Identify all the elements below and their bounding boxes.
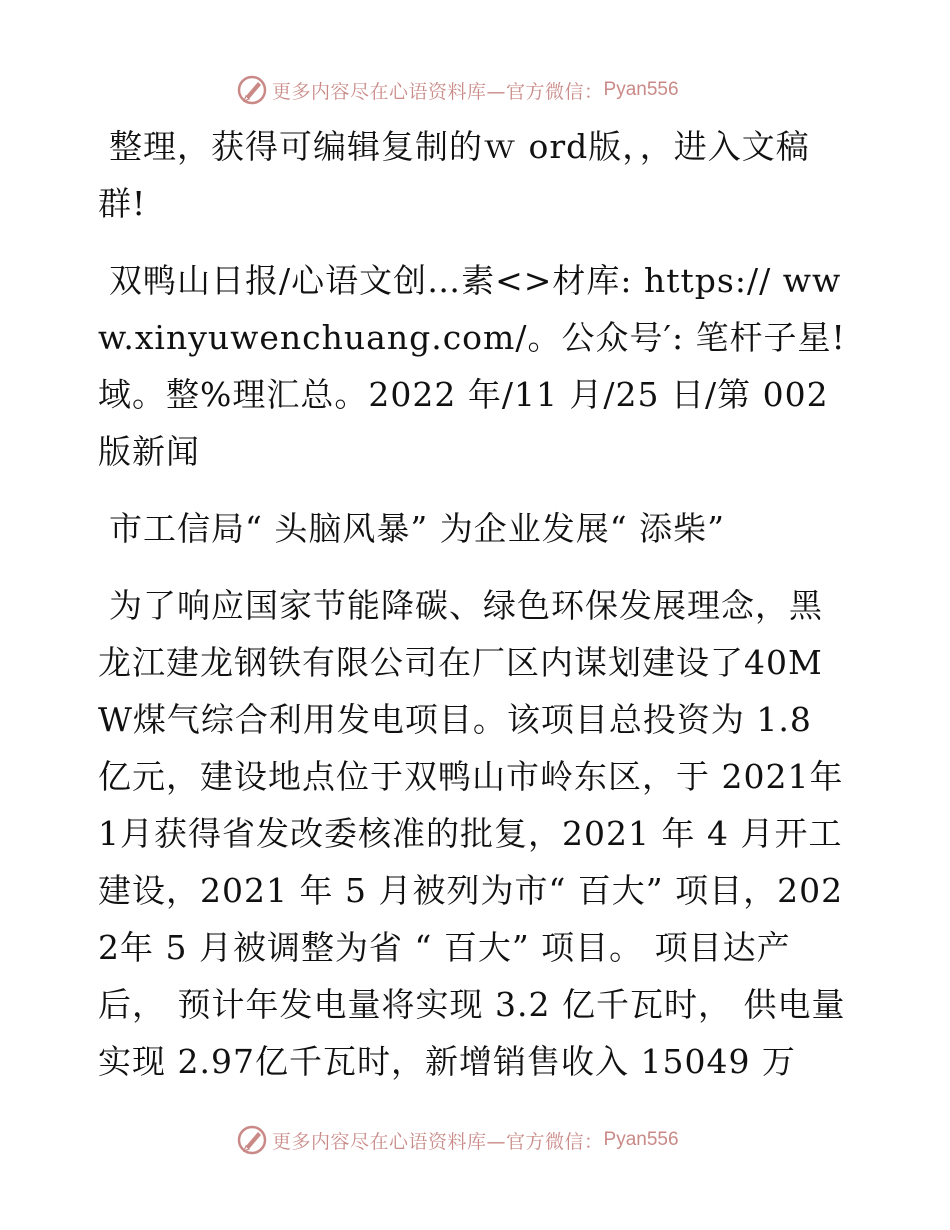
pen-logo-icon	[236, 1124, 268, 1156]
pen-logo-icon	[236, 74, 268, 106]
paragraph-intro: 整理，获得可编辑复制的ｗ ord版，，进入文稿群!	[98, 127, 810, 223]
article-title: 市工信局“ 头脑风暴” 为企业发展“ 添柴”	[109, 509, 725, 548]
paragraph-source: 双鸭山日报/心语文创…素<>材库: https:// www.xinyuwenchuang.com/。公众号′: 笔杆子星!域。整%理汇总。2022 年/11 月/25 日/第 002 版新闻	[98, 261, 846, 471]
watermark-text: 更多内容尽在心语资料库—官方微信：	[272, 1130, 604, 1153]
watermark-banner-top	[236, 72, 756, 108]
watermark-wechat-id: Pyan556	[603, 1129, 679, 1150]
watermark-wechat-id: Pyan556	[603, 79, 679, 100]
watermark-banner-bottom	[236, 1122, 756, 1158]
paragraph-body: 为了响应国家节能降碳、绿色环保发展理念，黑龙江建龙钢铁有限公司在厂区内谋划建设了40MW煤气综合利用发电项目。该项目总投资为 1.8 亿元，建设地点位于双鸭山市岭东区，于 2021年 1月获得省发改委核准的批复，2021 年 4 月开工建设，2021 年 5 月被列为市“ 百大” 项目，2022年 5 月被调整为省 “ 百大” 项目。 项目达产后， 预计年发电量将实现 3.2 亿千瓦时， 供电量实现 2.97亿千瓦时，新增销售收入 15049 万	[98, 586, 846, 1081]
document-body	[98, 118, 850, 1110]
watermark-text: 更多内容尽在心语资料库—官方微信：	[272, 80, 604, 103]
